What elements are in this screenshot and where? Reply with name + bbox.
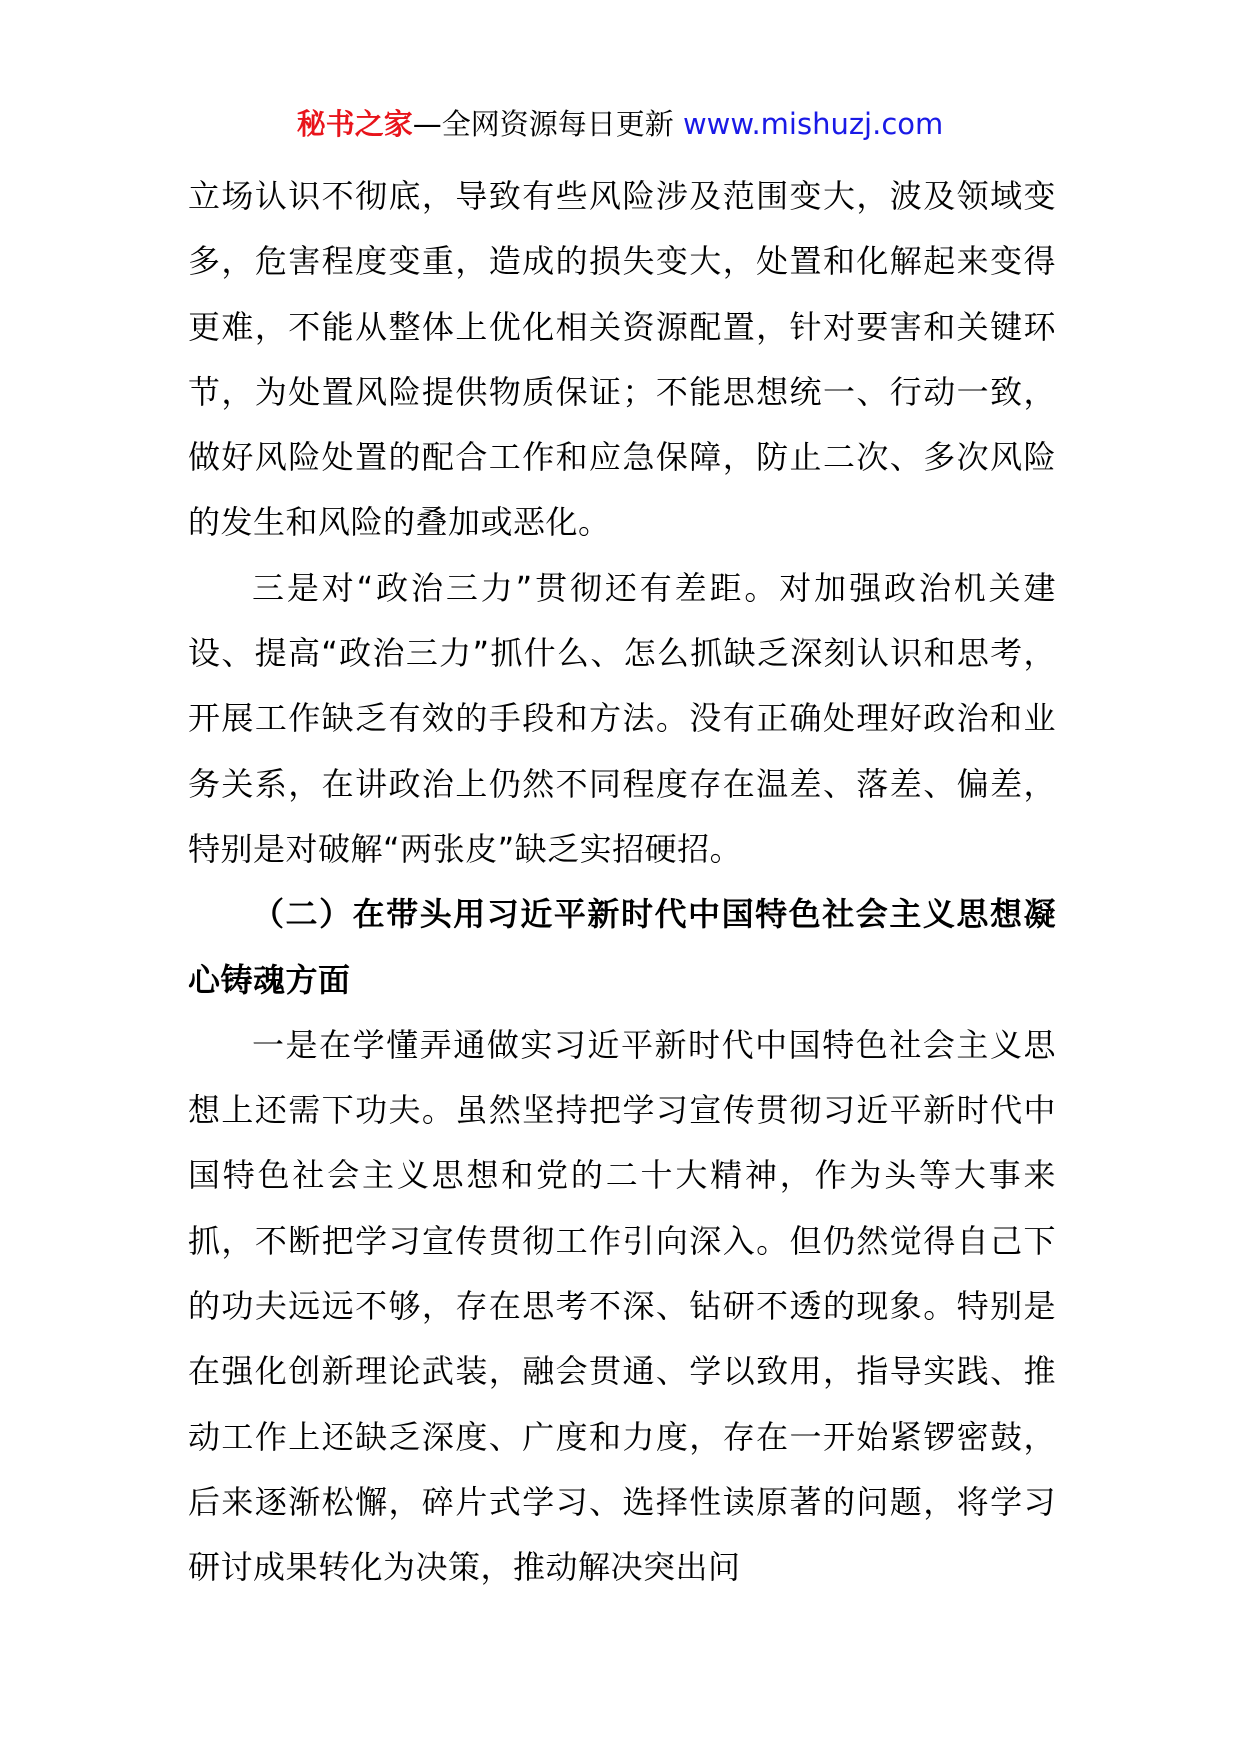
paragraph-continuation: 立场认识不彻底，导致有些风险涉及范围变大，波及领域变多，危害程度变重，造成的损失变大，处置和化解起来变得更难，不能从整体上优化相关资源配置，针对要害和关键环节，为处置风险提供物质保证；不能思想统一、行动一致，做好风险处置的配合工作和应急保障，防止二次、多次风险的发生和风险的叠加或恶化。 xyxy=(188,177,1056,542)
site-url-link[interactable]: www.mishuzj.com xyxy=(682,107,944,141)
paragraph-political-three-forces: 三是对“政治三力”贯彻还有差距。对加强政治机关建设、提高“政治三力”抓什么、怎么抓缺乏深刻认识和思考，开展工作缺乏有效的手段和方法。没有正确处理好政治和业务关系，在讲政治上仍然不同程度存在温差、落差、偏差，特别是对破解“两张皮”缺乏实招硬招。 xyxy=(188,568,1056,868)
section-heading-2: （二）在带头用习近平新时代中国特色社会主义思想凝心铸魂方面 xyxy=(188,895,1056,999)
document-body xyxy=(188,164,1056,1601)
header-tagline: —全网资源每日更新 xyxy=(412,107,674,141)
brand-name: 秘书之家 xyxy=(296,107,413,141)
paragraph-study-thought: 一是在学懂弄通做实习近平新时代中国特色社会主义思想上还需下功夫。虽然坚持把学习宣传贯彻习近平新时代中国特色社会主义思想和党的二十大精神，作为头等大事来抓，不断把学习宣传贯彻工作引向深入。但仍然觉得自己下的功夫远远不够，存在思考不深、钻研不透的现象。特别是在强化创新理论武装，融会贯通、学以致用，指导实践、推动工作上还缺乏深度、广度和力度，存在一开始紧锣密鼓，后来逐渐松懈，碎片式学习、选择性读原著的问题，将学习研讨成果转化为决策，推动解决突出问 xyxy=(188,1025,1056,1587)
page-header xyxy=(0,100,1240,148)
